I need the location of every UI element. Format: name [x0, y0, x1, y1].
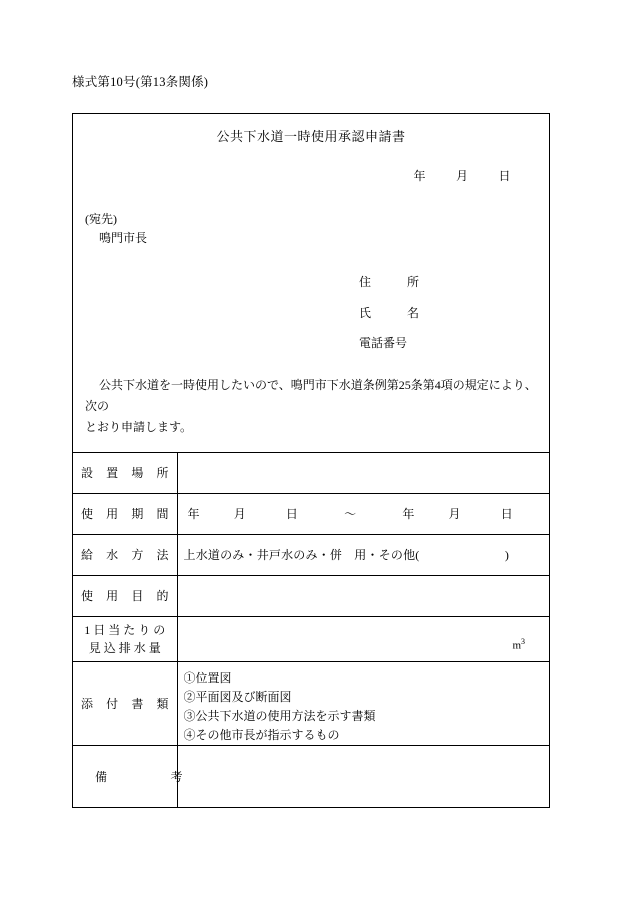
field-installation-place[interactable]	[177, 452, 549, 493]
label-char: 目	[131, 589, 144, 604]
application-table	[73, 452, 549, 807]
period-tilde: ～	[344, 507, 357, 522]
table-row-usage-period	[73, 493, 549, 534]
application-statement	[73, 375, 549, 438]
label-char: 類	[156, 696, 169, 711]
label-char: 考	[170, 770, 183, 785]
application-form-box	[72, 113, 550, 808]
label-char: 間	[156, 507, 169, 522]
label-char: 所	[156, 466, 169, 481]
label-water-supply-method	[73, 534, 177, 575]
label-attachments	[73, 661, 177, 745]
label-char: 添	[81, 696, 94, 711]
applicant-address-row	[359, 267, 549, 298]
table-row-remarks	[73, 745, 549, 807]
table-row-usage-purpose	[73, 575, 549, 616]
field-daily-drainage[interactable]	[177, 616, 549, 661]
form-number: 様式第10号(第13条関係)	[72, 75, 209, 89]
field-usage-period[interactable]	[177, 493, 549, 534]
attachment-item: ④その他市長が指示するもの	[183, 727, 340, 742]
form-header	[73, 126, 549, 438]
applicant-name-label: 氏 名	[359, 305, 420, 320]
date-day-label: 日	[498, 169, 511, 183]
period-start-day: 日	[285, 507, 299, 522]
unit-base: m	[512, 639, 521, 652]
label-char: 水	[106, 548, 119, 563]
label-char: 用	[106, 507, 119, 522]
applicant-address-label: 住 所	[359, 275, 420, 290]
label-char: 設	[81, 466, 94, 481]
field-attachments	[177, 661, 549, 745]
label-char: 場	[131, 466, 144, 481]
field-water-supply-method[interactable]	[177, 534, 549, 575]
statement-line-2: とおり申請します。	[85, 419, 193, 434]
addressee-name: 鳴門市長	[99, 230, 148, 245]
table-row-attachments	[73, 661, 549, 745]
date-line	[73, 167, 549, 184]
label-char: 方	[131, 548, 144, 563]
date-year-label: 年	[413, 169, 426, 183]
statement-line-1: 公共下水道を一時使用したいので、鳴門市下水道条例第25条第4項の規定により、次の	[85, 377, 537, 413]
addressee-label: (宛先)	[85, 212, 117, 226]
label-char: 法	[156, 548, 169, 563]
label-char: 給	[81, 548, 94, 563]
table-row-daily-drainage	[73, 616, 549, 661]
label-char: 書	[131, 696, 144, 711]
label-usage-purpose	[73, 575, 177, 616]
period-start-month: 月	[233, 507, 246, 522]
label-remarks	[73, 745, 183, 807]
label-char: 付	[106, 696, 119, 711]
label-char: 使	[81, 507, 94, 522]
table-row-installation-place	[73, 452, 549, 493]
unit-exponent: 3	[521, 637, 525, 647]
label-daily-drainage	[73, 616, 177, 661]
applicant-block	[73, 267, 549, 359]
date-month-label: 月	[455, 169, 469, 183]
label-char: 置	[106, 466, 119, 481]
label-char: 用	[106, 589, 119, 604]
label-char: 期	[131, 507, 144, 522]
applicant-phone-row	[359, 328, 549, 359]
applicant-name-row	[359, 298, 549, 329]
applicant-phone-label: 電話番号	[359, 336, 408, 351]
daily-drainage-label-line2: 見 込 排 水 量	[88, 640, 161, 655]
period-end-month: 月	[448, 507, 461, 522]
label-char: 備	[95, 770, 108, 785]
field-usage-purpose[interactable]	[177, 575, 549, 616]
daily-drainage-label-line1: 1 日 当 た り の	[84, 622, 166, 637]
label-char: 使	[81, 589, 94, 604]
water-supply-options: 上水道のみ・井戸水のみ・併 用・その他( )	[183, 548, 510, 563]
attachment-item: ②平面図及び断面図	[183, 689, 292, 704]
addressee-block	[73, 210, 549, 247]
label-usage-period	[73, 493, 177, 534]
period-end-year: 年	[402, 507, 415, 522]
table-row-water-supply-method	[73, 534, 549, 575]
document-title: 公共下水道一時使用承認申請書	[216, 129, 406, 144]
label-char: 的	[156, 589, 169, 604]
field-remarks[interactable]	[177, 745, 549, 807]
attachment-item: ③公共下水道の使用方法を示す書類	[183, 708, 376, 723]
label-installation-place	[73, 452, 177, 493]
drainage-unit	[512, 637, 525, 652]
period-start-year: 年	[187, 507, 200, 522]
period-end-day: 日	[500, 507, 513, 522]
attachment-item: ①位置図	[183, 670, 232, 685]
